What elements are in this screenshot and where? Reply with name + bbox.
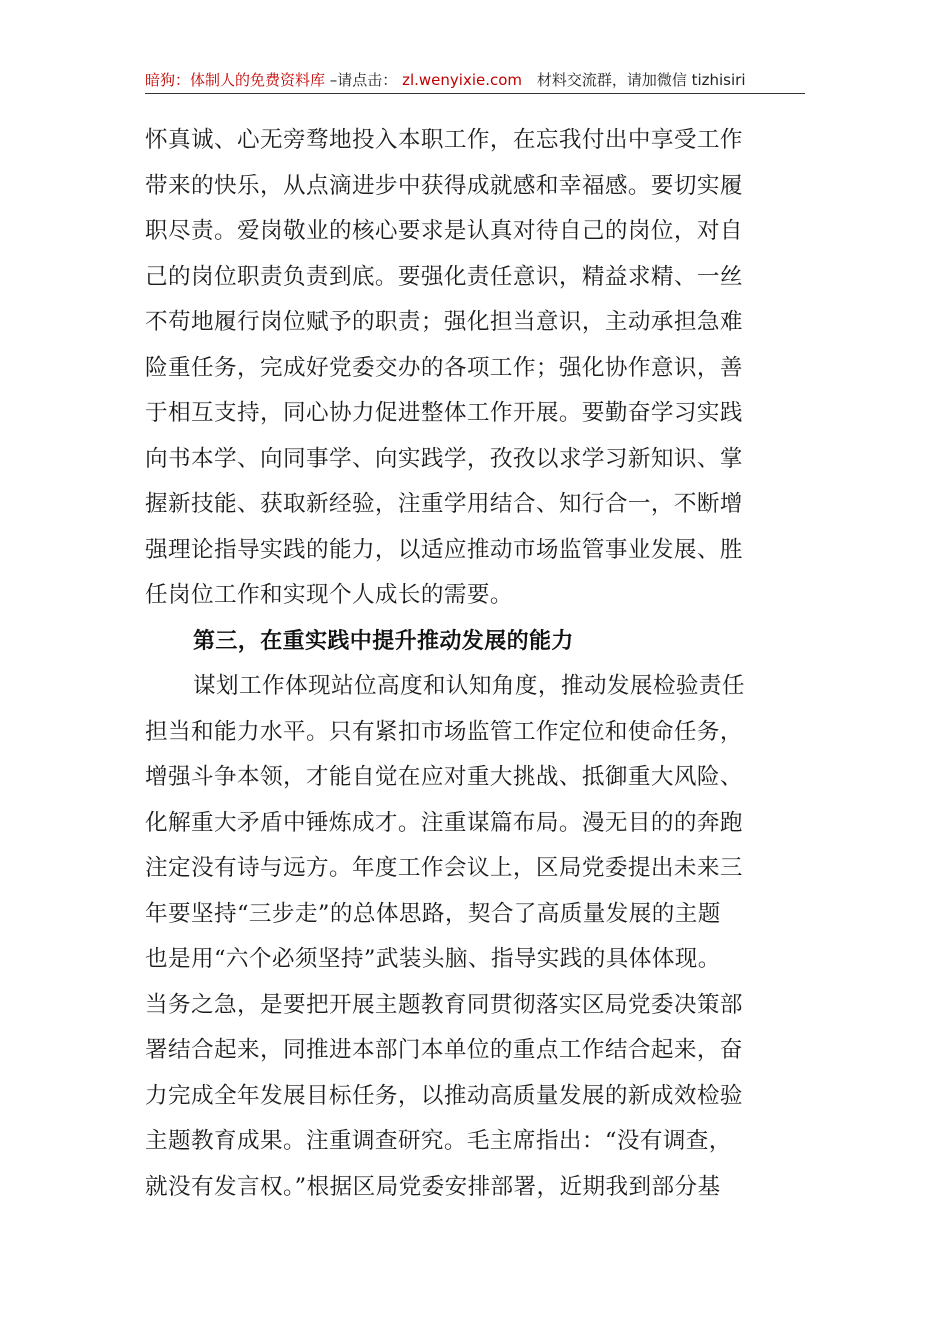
text-line: 不苟地履行岗位赋予的职责；强化担当意识，主动承担急难 [145,309,743,335]
text-line: 职尽责。爱岗敬业的核心要求是认真对待自己的岗位，对自 [145,218,743,244]
document-body [145,118,815,1210]
text-line: 任岗位工作和实现个人成长的需要。 [145,582,513,608]
header-brand: 暗狗：体制人的免费资料库 [145,71,326,89]
page-header [145,68,805,92]
text-line: 带来的快乐，从点滴进步中获得成就感和幸福感。要切实履 [145,172,743,199]
text-line: 署结合起来，同推进本部门本单位的重点工作结合起来，奋 [145,1037,743,1063]
text-line: 担当和能力水平。只有紧扣市场监管工作定位和使命任务， [145,718,743,745]
text-line: 力完成全年发展目标任务，以推动高质量发展的新成效检验 [145,1082,743,1109]
text-line: 年要坚持“三步走”的总体思路，契合了高质量发展的主题 [145,900,721,927]
section-heading: 第三，在重实践中提升推动发展的能力 [193,628,574,654]
header-click-label: –请点击： [329,71,398,89]
text-line: 谋划工作体现站位高度和认知角度，推动发展检验责任 [193,673,745,699]
text-line: 己的岗位职责负责到底。要强化责任意识，精益求精、一丝 [145,263,743,290]
header-divider [145,93,805,94]
text-line: 注定没有诗与远方。年度工作会议上，区局党委提出未来三 [145,855,743,881]
text-line: 强理论指导实践的能力，以适应推动市场监管事业发展、胜 [145,536,743,563]
text-line: 当务之急，是要把开展主题教育同贯彻落实区局党委决策部 [145,991,743,1018]
header-group-note: 材料交流群，请加微信 tizhisiri [536,71,746,89]
header-url-link[interactable]: zl.wenyixie.com [402,71,523,89]
text-line: 向书本学、向同事学、向实践学，孜孜以求学习新知识、掌 [145,445,743,472]
text-line: 就没有发言权。”根据区局党委安排部署，近期我到部分基 [145,1173,721,1200]
text-line: 化解重大矛盾中锤炼成才。注重谋篇布局。漫无目的的奔跑 [145,809,743,836]
text-line: 于相互支持，同心协力促进整体工作开展。要勤奋学习实践 [145,400,743,426]
text-line: 险重任务，完成好党委交办的各项工作；强化协作意识，善 [145,354,743,381]
text-line: 主题教育成果。注重调查研究。毛主席指出：“没有调查， [145,1128,732,1154]
text-line: 握新技能、获取新经验，注重学用结合、知行合一，不断增 [145,491,743,517]
text-line: 增强斗争本领，才能自觉在应对重大挑战、抵御重大风险、 [145,764,743,790]
text-line: 也是用“六个必须坚持”武装头脑、指导实践的具体体现。 [145,946,721,972]
text-line: 怀真诚、心无旁骛地投入本职工作，在忘我付出中享受工作 [145,127,743,153]
